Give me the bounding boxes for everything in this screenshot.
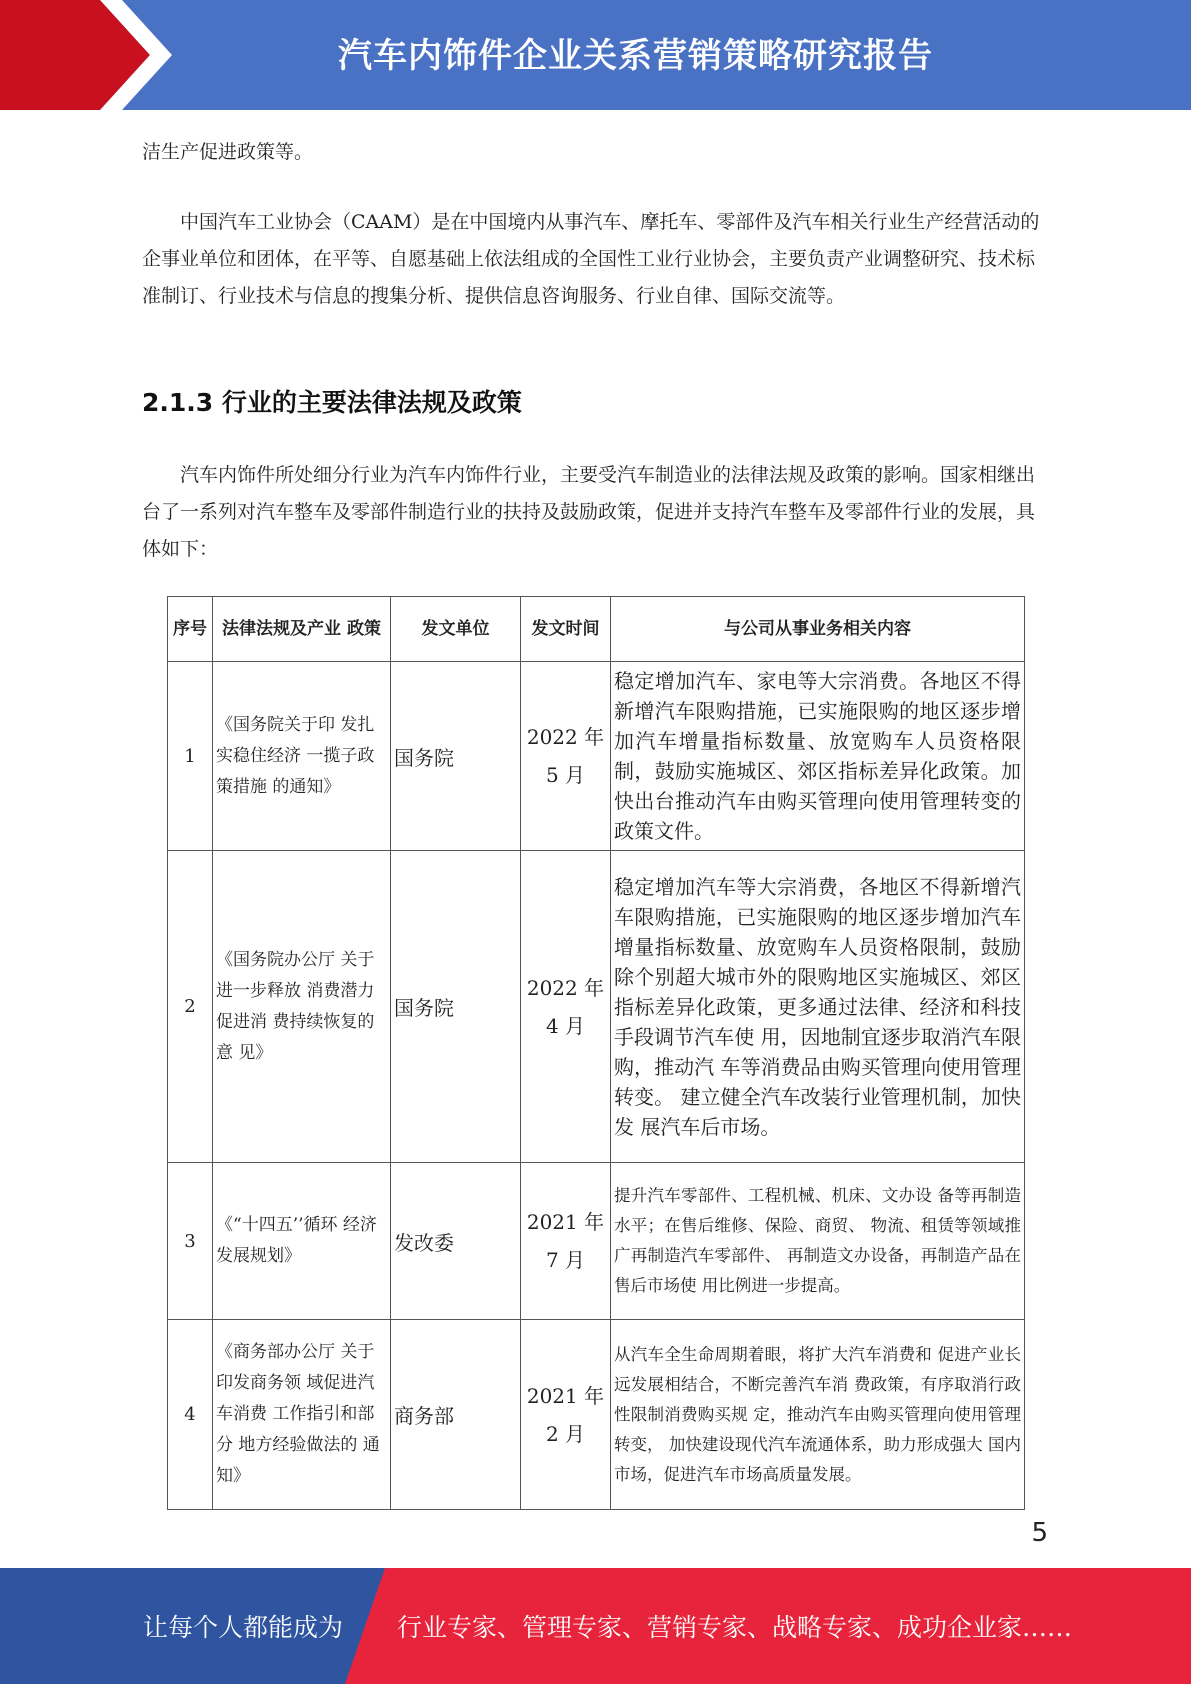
row-law: 《“十四五’’循环 经济发展规划》 xyxy=(213,1163,391,1320)
paragraph-industry: 汽车内饰件所处细分行业为汽车内饰件行业，主要受汽车制造业的法律法规及政策的影响。国家相继出台了一系列对汽车整车及零部件制造行业的扶持及鼓励政策，促进并支持汽车整车及零部件行业的发展，具体如下： xyxy=(142,464,1036,560)
row-content: 稳定增加汽车等大宗消费，各地区不得新增汽车限购措施，已实施限购的地区逐步增加汽车增量指标数量、放宽购车人员资格限制，鼓励除个别超大城市外的限购地区实施城区、郊区指标差异化政策，更多通过法律、经济和科技手段调节汽车使 用，因地制宜逐步取消汽车限购，推动汽 车等消费品由购买管理向使用管理转变。 建立健全汽车改装行业管理机制，加快发 展汽车后市场。 xyxy=(611,851,1025,1163)
table-row xyxy=(168,1163,1025,1320)
row-num: 3 xyxy=(168,1163,213,1320)
row-num: 2 xyxy=(168,851,213,1163)
table-row xyxy=(168,662,1025,851)
row-date: 2021 年 7 月 xyxy=(521,1163,611,1320)
row-org: 发改委 xyxy=(391,1163,521,1320)
policy-table xyxy=(167,596,1025,1510)
footer-slogan-right: 行业专家、管理专家、营销专家、战略专家、成功企业家…… xyxy=(397,1613,1073,1642)
table-row xyxy=(168,851,1025,1163)
page-number: 5 xyxy=(1031,1518,1048,1548)
footer-slogan-left: 让每个人都能成为 xyxy=(143,1613,344,1642)
row-law: 《国务院关于印 发扎实稳住经济 一揽子政策措施 的通知》 xyxy=(213,662,391,851)
row-date: 2022 年 4 月 xyxy=(521,851,611,1163)
header-num: 序号 xyxy=(168,597,213,662)
paragraph-continuation: 洁生产促进政策等。 xyxy=(142,141,314,163)
header-date: 发文时间 xyxy=(521,597,611,662)
header-org: 发文单位 xyxy=(391,597,521,662)
paragraph-caam: 中国汽车工业协会（CAAM）是在中国境内从事汽车、摩托车、零部件及汽车相关行业生产经营活动的企事业单位和团体，在平等、自愿基础上依法组成的全国性工业行业协会，主要负责产业调整研究、技术标准制订、行业技术与信息的搜集分析、提供信息咨询服务、行业自律、国际交流等。 xyxy=(142,211,1040,307)
row-content: 提升汽车零部件、工程机械、机床、文办设 备等再制造水平；在售后维修、保险、商贸、 物流、租赁等领域推广再制造汽车零部件、 再制造文办设备，再制造产品在售后市场使 用比例进一步提高。 xyxy=(611,1163,1025,1320)
row-org: 国务院 xyxy=(391,662,521,851)
row-law: 《商务部办公厅 关于印发商务领 域促进汽车消费 工作指引和部分 地方经验做法的 通知》 xyxy=(213,1320,391,1510)
table-header-row xyxy=(168,597,1025,662)
page-footer xyxy=(0,1568,1191,1684)
row-date: 2021 年 2 月 xyxy=(521,1320,611,1510)
row-org: 国务院 xyxy=(391,851,521,1163)
section-heading: 2.1.3 行业的主要法律法规及政策 xyxy=(142,388,522,417)
table-row xyxy=(168,1320,1025,1510)
row-content: 稳定增加汽车、家电等大宗消费。各地区不得新增汽车限购措施，已实施限购的地区逐步增加汽车增量指标数量、放宽购车人员资格限制，鼓励实施城区、郊区指标差异化政策。加快出台推动汽车由购买管理向使用管理转变的政策文件。 xyxy=(611,662,1025,851)
report-title: 汽车内饰件企业关系营销策略研究报告 xyxy=(338,36,933,76)
header-law: 法律法规及产业 政策 xyxy=(213,597,391,662)
row-date: 2022 年 5 月 xyxy=(521,662,611,851)
row-org: 商务部 xyxy=(391,1320,521,1510)
header-content: 与公司从事业务相关内容 xyxy=(611,597,1025,662)
row-content: 从汽车全生命周期着眼，将扩大汽车消费和 促进产业长远发展相结合，不断完善汽车消 费政策，有序取消行政性限制消费购买规 定，推动汽车由购买管理向使用管理转变， 加快建设现代汽车流通体系，助力形成强大 国内市场，促进汽车市场高质量发展。 xyxy=(611,1320,1025,1510)
page-header xyxy=(0,0,1191,110)
row-num: 4 xyxy=(168,1320,213,1510)
row-law: 《国务院办公厅 关于进一步释放 消费潜力促进消 费持续恢复的意 见》 xyxy=(213,851,391,1163)
row-num: 1 xyxy=(168,662,213,851)
